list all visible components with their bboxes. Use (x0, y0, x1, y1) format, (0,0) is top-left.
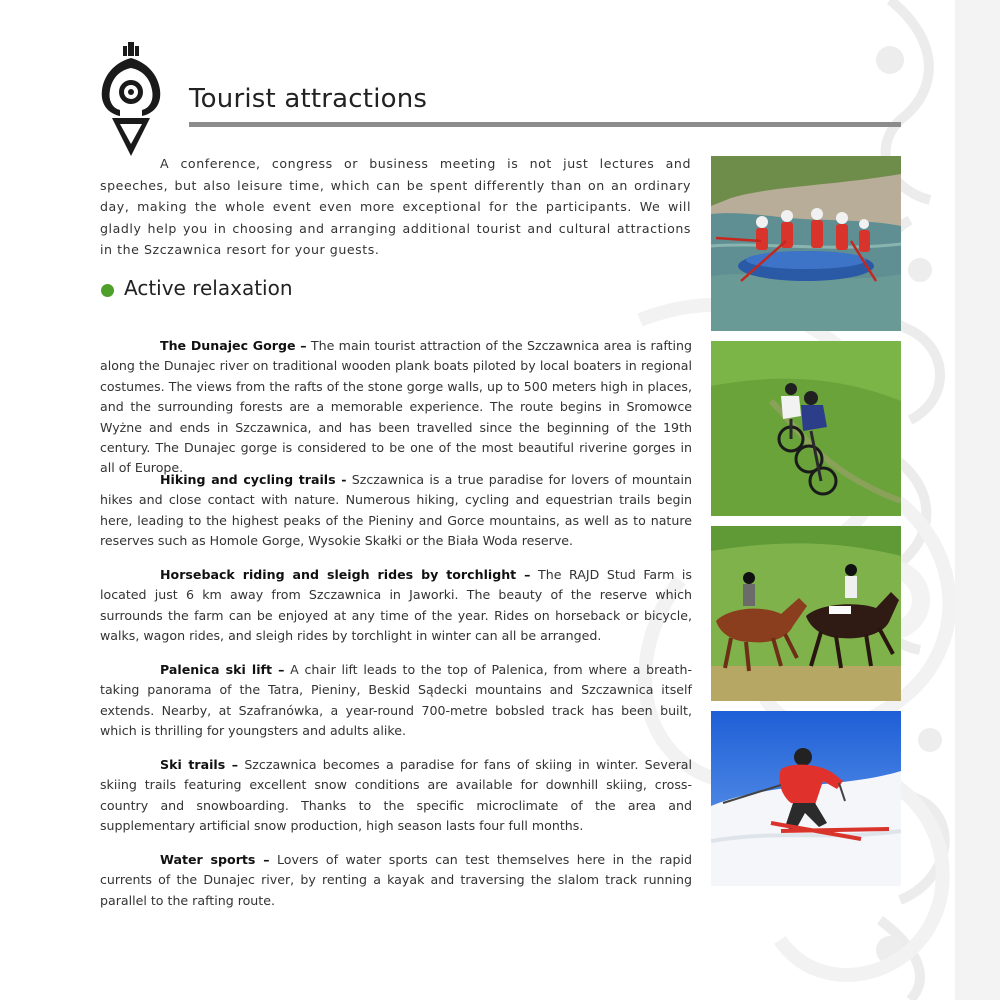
paragraph-text: Szczawnica becomes a paradise for fans of skiing in winter. Several skiing trails featuring excellent snow conditions are available for downhill skiing, cross-country and snowboarding. Thanks to the specific microclimate of the area and supplementary artificial snow production, high season lasts four full months. (100, 757, 693, 834)
paragraph-dunajec-gorge (100, 336, 692, 479)
paragraph-hiking-cycling (100, 470, 692, 552)
page-title: Tourist attractions (189, 84, 428, 114)
paragraph-text: Lovers of water sports can test themselves here in the rapid currents of the Dunajec river, by renting a kayak and traversing the slalom track running parallel to the rafting route. (100, 852, 693, 908)
section-bullet-icon (101, 284, 114, 297)
paragraph-ski-trails (100, 755, 692, 837)
paragraph-heading: The Dunajec Gorge – (160, 338, 307, 353)
paragraph-heading: Water sports – (160, 852, 270, 867)
paragraph-horseback (100, 565, 692, 647)
intro-paragraph: A conference, congress or business meeting is not just lectures and speeches, but also leisure time, which can be spent differently than on an ordinary day, making the whole event even more exceptional for the participants. We will gladly help you in choosing and arranging additional tourist and cultural attractions in the Szczawnica resort for your guests. (100, 156, 691, 257)
paragraph-text: Szczawnica is a true paradise for lovers of mountain hikes and close contact with nature. Numerous hiking, cycling and equestrian trails begin here, leading to the highest peaks of the Pieniny and Gorce mountains, as well as to nature reserves such as Homole Gorge, Wysokie Skałki or the Biała Woda reserve. (100, 472, 692, 549)
paragraph-water-sports (100, 850, 692, 911)
paragraph-text: The main tourist attraction of the Szczawnica area is rafting along the Dunajec river on traditional wooden plank boats piloted by local boaters in regional costumes. The views from the rafts of the stone gorge walls, up to 500 meters high in places, and the surrounding forests are a memorable experience. The route begins in Sromowce Wyżne and ends in Szczawnica, and has been travelled since the beginning of the 19th century. The Dunajec gorge is considered to be one of the most beautiful riverine gorges in all of Europe. (100, 338, 692, 476)
paragraph-palenica (100, 660, 692, 742)
paragraph-heading: Palenica ski lift – (160, 662, 285, 677)
paragraph-text: A chair lift leads to the top of Palenica, from where a breath-taking panorama of the Tatra, Pieniny, Beskid Sądecki mountains and Szczawnica itself extends. Nearby, at Szafranówka, a year-round 700-metre bobsled track has been built, which is thrilling for youngsters and adults alike. (100, 662, 692, 739)
paragraph-heading: Hiking and cycling trails - (160, 472, 347, 487)
paragraph-heading: Horseback riding and sleigh rides by torchlight – (160, 567, 531, 582)
section-title: Active relaxation (124, 276, 293, 300)
horse-riding-photo (711, 526, 901, 701)
paragraph-heading: Ski trails – (160, 757, 239, 772)
rafting-photo (711, 156, 901, 331)
paragraph-text: The RAJD Stud Farm is located just 6 km away from Szczawnica in Jaworki. The beauty of the reserve which surrounds the farm can be enjoyed at any time of the year. Rides on horseback or bicycle, walks, wagon rides, and sleigh rides by torchlight in winter can all be arranged. (100, 567, 692, 644)
title-underline (189, 122, 901, 127)
parzenica-emblem-icon (98, 40, 164, 158)
cycling-photo (711, 341, 901, 516)
skiing-photo (711, 711, 901, 886)
